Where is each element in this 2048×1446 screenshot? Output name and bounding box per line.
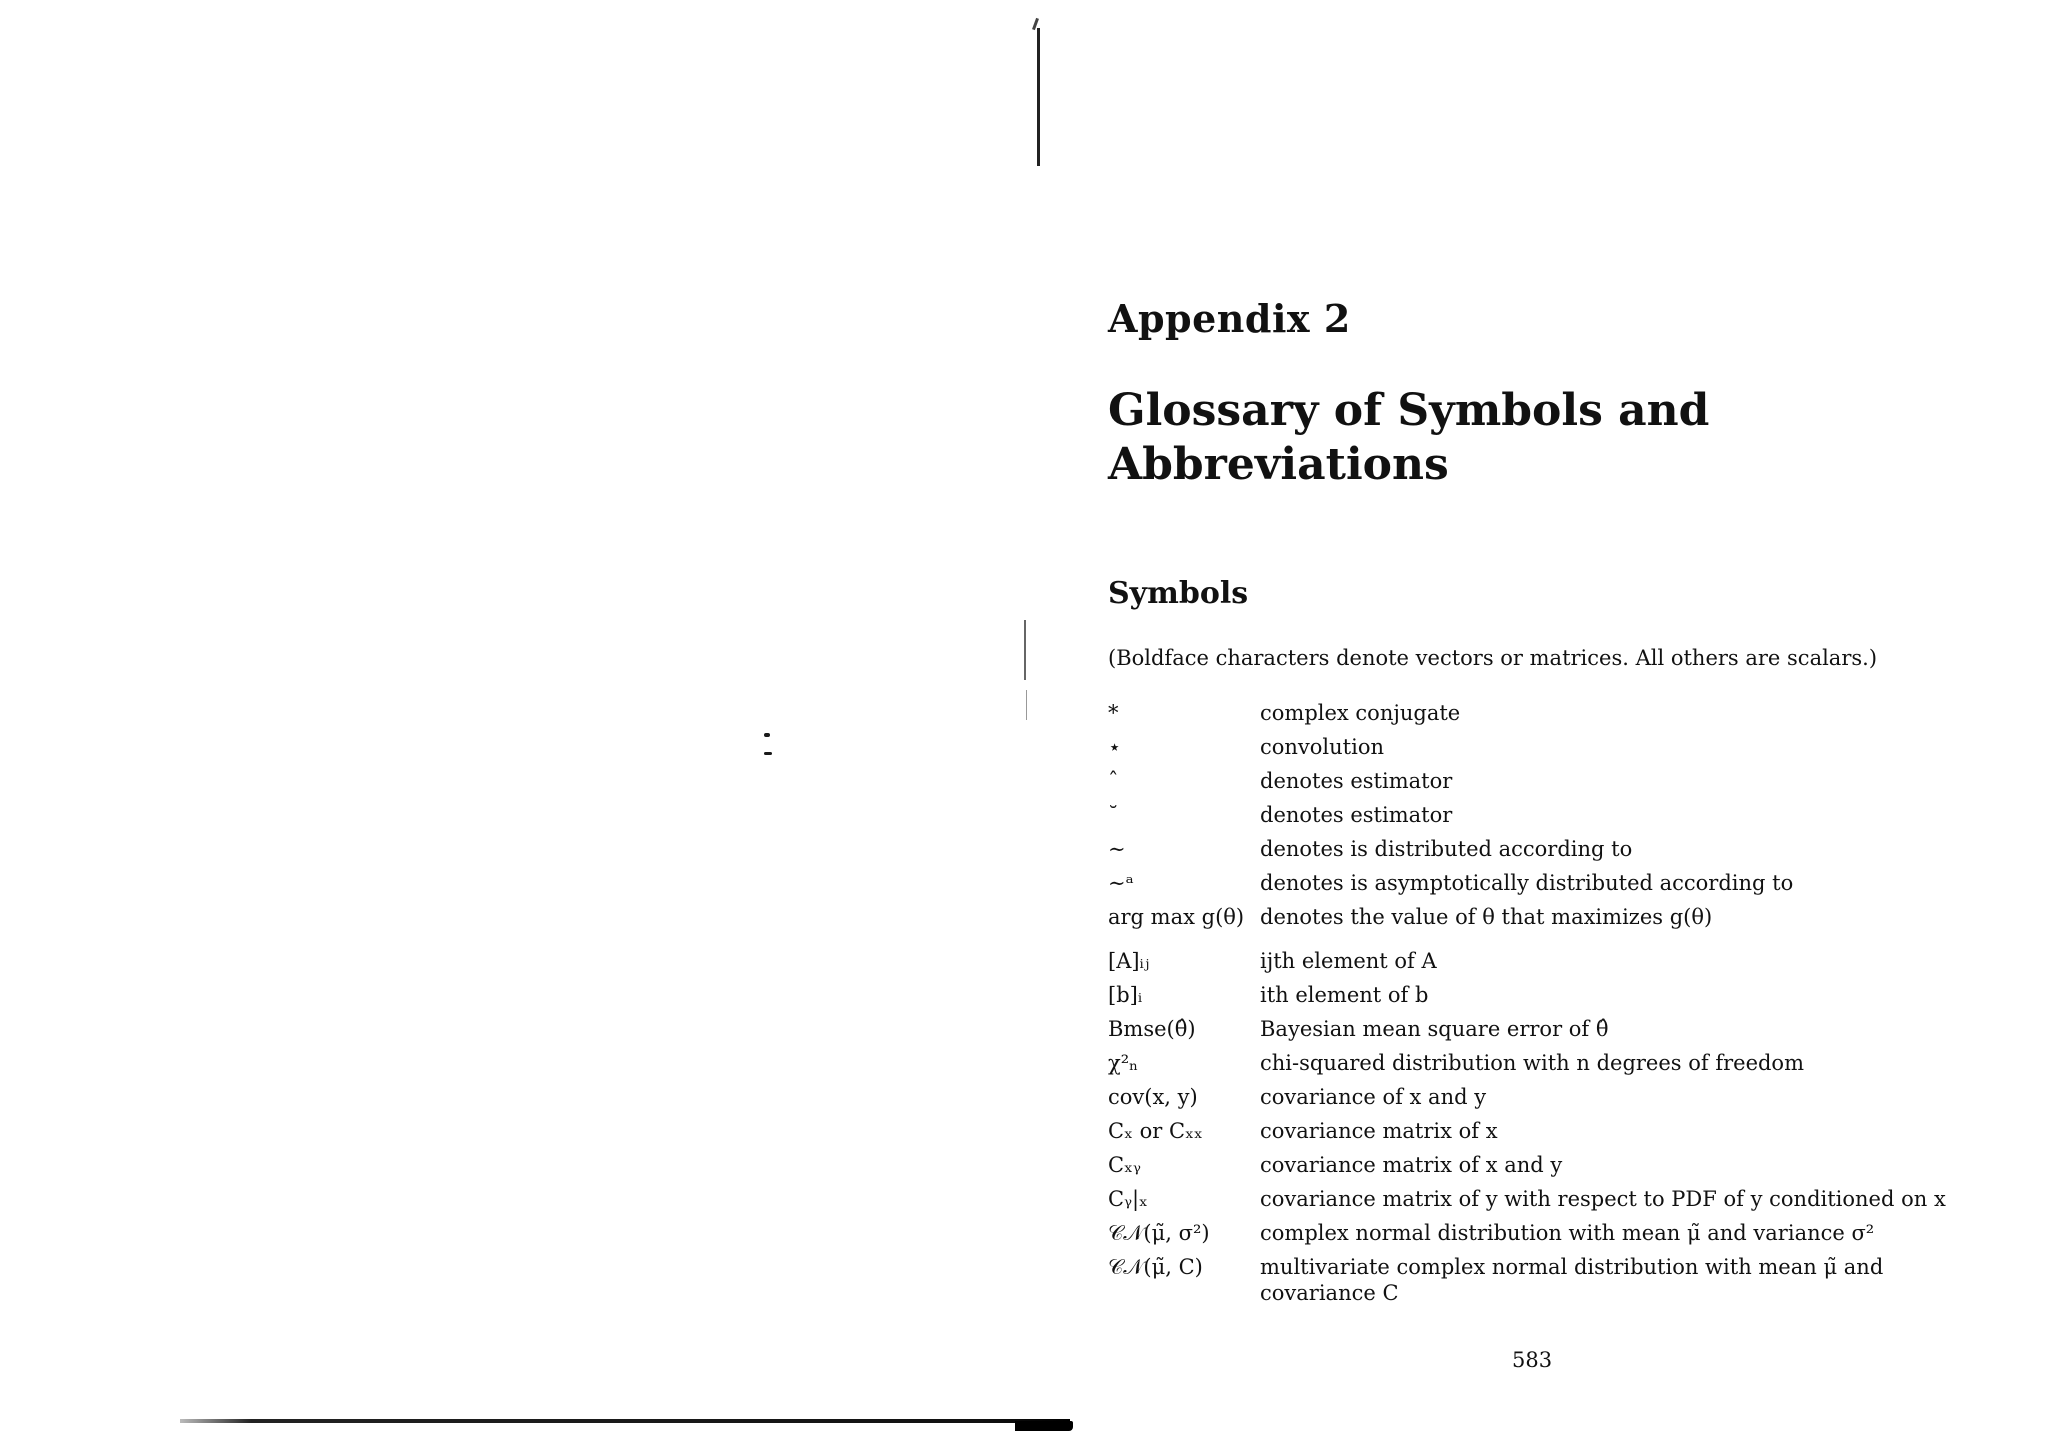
glossary-symbol: *	[1108, 701, 1119, 725]
glossary-definition: complex normal distribution with mean μ̃ and variance σ²	[1260, 1221, 1875, 1245]
glossary-definition: complex conjugate	[1260, 701, 1461, 725]
scan-smudge	[764, 733, 770, 737]
glossary-symbol: ⋆	[1108, 735, 1122, 759]
glossary-symbol: Cₓ or Cₓₓ	[1108, 1119, 1203, 1143]
glossary-symbol: Cₓᵧ	[1108, 1153, 1141, 1177]
appendix-label: Appendix 2	[1108, 296, 1351, 341]
glossary-definition: denotes estimator	[1260, 803, 1453, 827]
glossary-symbol: ∼	[1108, 837, 1126, 861]
glossary-symbol: χ²ₙ	[1108, 1051, 1139, 1075]
glossary-definition: covariance matrix of x and y	[1260, 1153, 1563, 1177]
glossary-symbol: 𝒞𝒩(μ̃, σ²)	[1108, 1221, 1210, 1245]
glossary-symbol: [A]ᵢⱼ	[1108, 949, 1150, 973]
glossary-definition: ijth element of A	[1260, 949, 1437, 973]
glossary-definition: Bayesian mean square error of θ̂	[1260, 1017, 1609, 1041]
glossary-symbol: arg max g(θ)	[1108, 905, 1245, 929]
glossary-symbol: Bmse(θ̂)	[1108, 1017, 1196, 1041]
glossary-definition: ith element of b	[1260, 983, 1429, 1007]
glossary-definition: denotes is distributed according to	[1260, 837, 1633, 861]
glossary-definition: covariance matrix of y with respect to PDF of y conditioned on x	[1260, 1187, 1946, 1211]
glossary-symbol: ˘	[1108, 803, 1119, 827]
section-note: (Boldface characters denote vectors or matrices. All others are scalars.)	[1108, 646, 1878, 670]
scan-gutter-line	[1024, 620, 1026, 680]
scan-gutter-line	[1037, 28, 1040, 166]
glossary-definition: covariance of x and y	[1260, 1085, 1487, 1109]
glossary-symbol: 𝒞𝒩(μ̃, C)	[1108, 1255, 1203, 1279]
glossary-definition: denotes the value of θ that maximizes g(θ)	[1260, 905, 1713, 929]
glossary-definition: chi-squared distribution with n degrees of freedom	[1260, 1051, 1804, 1075]
glossary-symbol: ˆ	[1108, 769, 1119, 793]
glossary-symbol: Cᵧ|ₓ	[1108, 1187, 1148, 1211]
glossary-symbol: cov(x, y)	[1108, 1085, 1198, 1109]
glossary-symbol: [b]ᵢ	[1108, 983, 1143, 1007]
chapter-title: Glossary of Symbols and Abbreviations	[1108, 385, 1710, 490]
glossary-definition: convolution	[1260, 735, 1385, 759]
scan-bottom-edge	[180, 1419, 1070, 1423]
page-number: 583	[1512, 1348, 1553, 1372]
scan-bottom-edge	[1015, 1421, 1073, 1431]
scan-gutter-line	[1026, 690, 1027, 720]
glossary-definition: covariance matrix of x	[1260, 1119, 1498, 1143]
scan-smudge	[764, 752, 772, 755]
glossary-symbol: ∼ᵃ	[1108, 871, 1134, 895]
glossary-definition: multivariate complex normal distribution with mean μ̃ and covariance C	[1260, 1255, 1884, 1305]
glossary-definition: denotes is asymptotically distributed according to	[1260, 871, 1794, 895]
section-title: Symbols	[1108, 576, 1249, 611]
glossary-definition: denotes estimator	[1260, 769, 1453, 793]
